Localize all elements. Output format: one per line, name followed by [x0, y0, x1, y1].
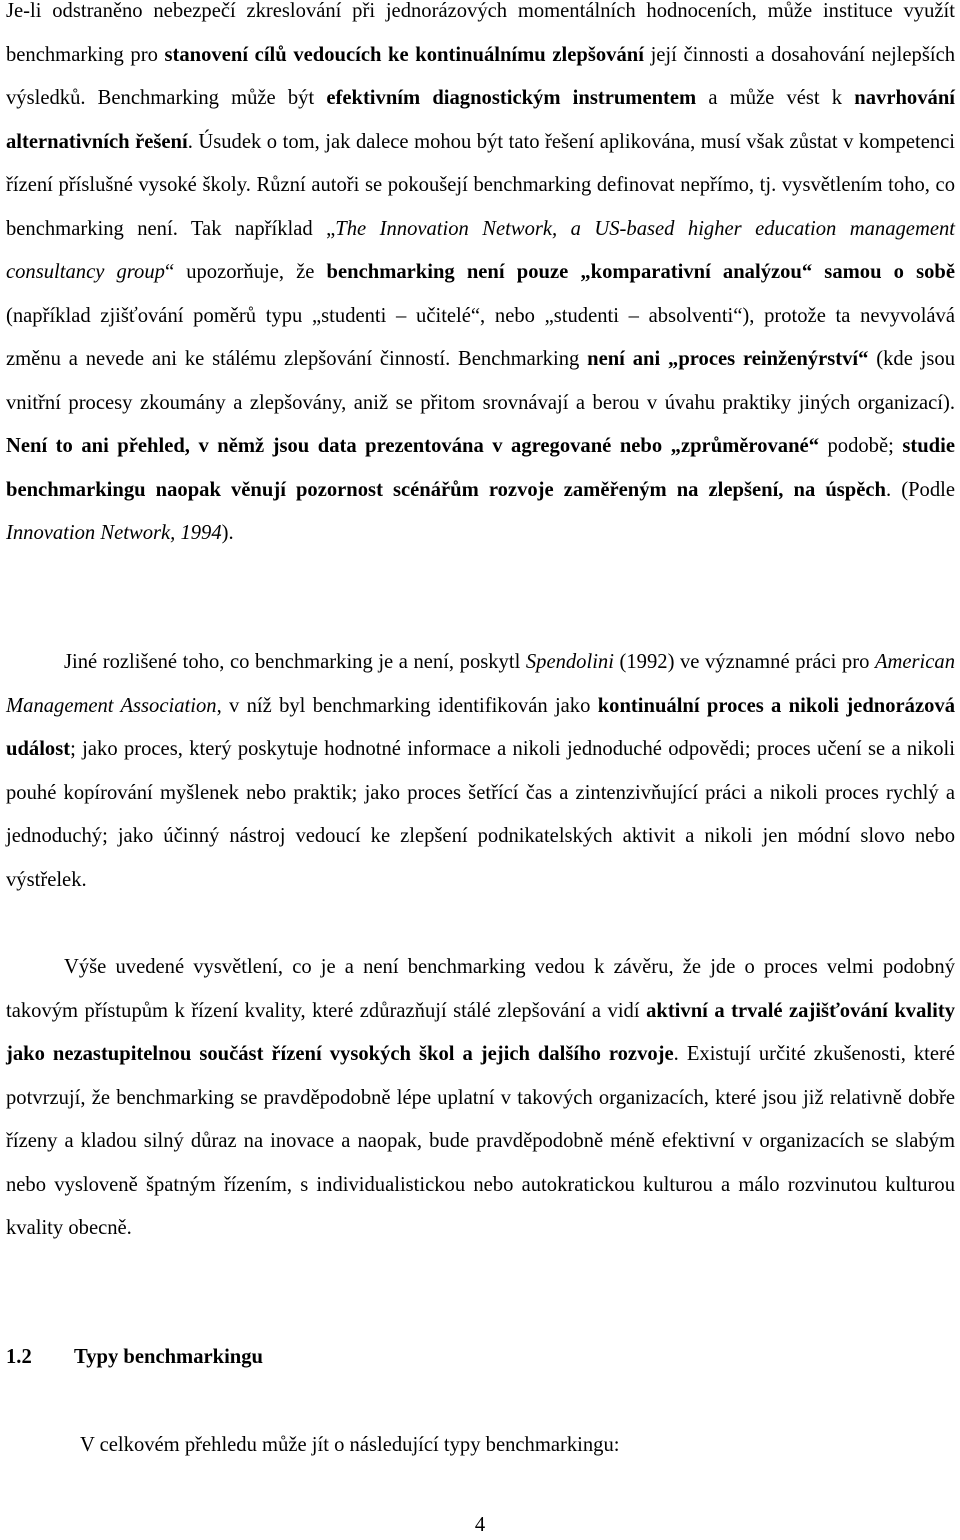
text-segment: . (Podle [886, 478, 955, 501]
text-segment: efektivním diagnostickým instrumentem [326, 87, 697, 109]
paragraph-1 [6, 0, 955, 556]
text-segment: “ upozorňuje, že [164, 261, 327, 283]
text-segment: ). [221, 522, 234, 544]
text-segment: Výše uvedené vysvětlení, co je a není benchmarking vedou k závěru, že jde o proces velmi podobný takovým přístupům k řízení kvality, které zdůrazňují stálé zlepšování a vidí [6, 956, 955, 1022]
section-number: 1.2 [6, 1346, 32, 1368]
text-segment: . Úsudek o tom, jak dalece mohou být tato řešení aplikována, musí však zůstat v kompetenci řízení příslušné vysoké školy. Různí autoři se pokoušejí benchmarking definovat nepřímo, tj. vysvětlením toho, co benchmarking není. Tak například „ [6, 130, 955, 240]
text-segment: benchmarking není pouze „komparativní analýzou“ samou o sobě [326, 261, 955, 283]
text-segment: (1992) ve významné práci pro [613, 651, 875, 673]
text-segment: a může vést k [696, 87, 855, 109]
paragraph-3 [6, 946, 955, 1251]
text-segment: Není to ani přehled, v němž jsou data prezentována v agregované nebo „zprůměrované“ [6, 435, 819, 457]
text-segment: podobě; [819, 435, 903, 457]
intro-line: V celkovém přehledu může jít o následující typy benchmarkingu: [80, 1434, 620, 1456]
page-number: 4 [474, 1514, 486, 1536]
text-segment: Je-li odstraněno nebezpečí zkreslování při jednorázových momentálních hodnoceních, může instituce využít benchmarking pro [6, 0, 955, 66]
text-segment: (kde jsou vnitřní procesy zkoumány a zlepšovány, aniž se přitom srovnávají a berou v úvahu praktiky jiných organizací). [6, 348, 956, 414]
text-segment: (například zjišťování poměrů typu „studenti – učitelé“, nebo „studenti – absolventi“), protože ta nevyvolává změnu a nevede ani ke stálému zlepšování činností. Benchmarking [6, 304, 955, 370]
paragraph-2 [6, 641, 955, 902]
text-segment: Spendolini [525, 651, 614, 673]
text-segment: není ani „proces reinženýrství“ [587, 348, 869, 370]
text-segment: . Existují určité zkušenosti, které potvrzují, že benchmarking se pravděpodobně lépe uplatní v takových organizacích, které jsou již relativně dobře řízeny a kladou silný důraz na inovace a naopak, bude pravděpodobně méně efektivní v organizacích se slabým nebo vysloveně špatným řízením, s individualistickou nebo autokratickou kulturou a málo rozvinutou kulturou kvality obecně. [6, 1043, 955, 1239]
text-segment: The Innovation Network, a US-based higher education management consultancy group [6, 217, 955, 283]
text-segment: kontinuální proces a nikoli jednorázová událost [6, 694, 955, 760]
text-segment: navrhování alternativních řešení [6, 87, 955, 153]
section-title: Typy benchmarkingu [74, 1346, 264, 1368]
text-segment: , v níž byl benchmarking identifikován jako [216, 694, 598, 717]
section-heading [6, 1336, 263, 1380]
text-segment: stanovení cílů vedoucích ke kontinuálnímu zlepšování [164, 43, 644, 66]
text-segment: Jiné rozlišené toho, co benchmarking je a není, poskytl [64, 651, 526, 673]
text-segment: studie benchmarkingu naopak věnují pozornost scénářům rozvoje zaměřeným na zlepšení, na úspěch [6, 435, 955, 501]
text-segment: její činnosti a dosahování nejlepších výsledků. Benchmarking může být [6, 43, 956, 109]
text-segment: Innovation Network, 1994 [6, 522, 222, 544]
text-segment: ; jako proces, který poskytuje hodnotné informace a nikoli jednoduché odpovědi; proces učení se a nikoli pouhé kopírování myšlenek nebo praktik; jako proces šetřící čas a zintenzivňující práci a nikoli proces rychlý a jednoduchý; jako účinný nástroj vedoucí ke zlepšení podnikatelských aktivit a nikoli jen módní slovo nebo výstřelek. [6, 738, 955, 891]
text-segment: aktivní a trvalé zajišťování kvality jako nezastupitelnou součást řízení vysokých škol a jejich dalšího rozvoje [6, 999, 955, 1065]
text-segment: American Management Association [6, 651, 955, 717]
